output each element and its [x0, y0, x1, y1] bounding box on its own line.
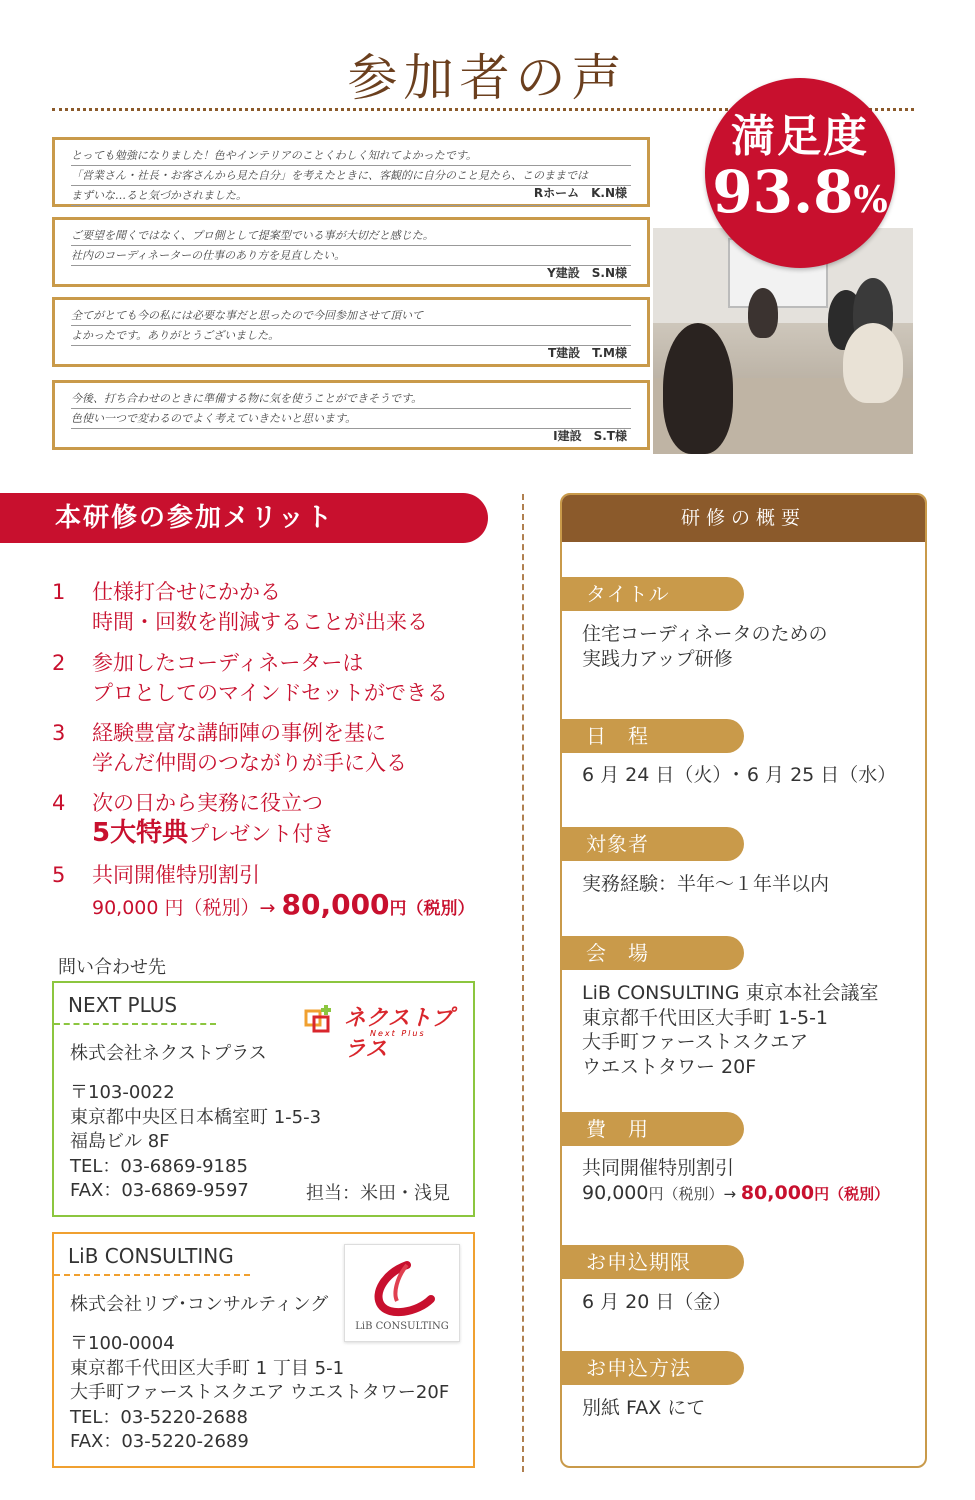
merit-line: プロとしてのマインドセットができる: [92, 681, 448, 705]
merits-heading: 本研修の参加メリット: [0, 493, 488, 543]
satisfaction-label: 満足度: [731, 111, 869, 162]
photo-person: [843, 323, 903, 403]
outline-value-title: [582, 622, 827, 671]
fee-regular-unit: 円（税別）→: [648, 1184, 741, 1203]
outline-tag-schedule: 日 程: [560, 719, 744, 753]
merit-item: [52, 648, 512, 708]
voice-line: よかったです。ありがとうございました。: [71, 326, 631, 346]
satisfaction-number: 93.8: [712, 158, 854, 226]
outline-value-line: 住宅コーディネータのための: [582, 623, 828, 645]
next-plus-logo-icon: [304, 1003, 334, 1033]
column-divider: [522, 494, 524, 1472]
contact-address-line: 東京都千代田区大手町 1 丁目 5-1: [70, 1357, 345, 1379]
voice-signature: T建設 T.M様: [547, 346, 627, 360]
outline-value-target: [582, 872, 829, 897]
contact-address-line: 東京都中央区日本橋室町 1-5-3: [70, 1106, 322, 1128]
voice-card: [52, 217, 650, 287]
contact-fax: FAX：03-6869-9597: [70, 1180, 249, 1201]
contact-label: 問い合わせ先: [58, 957, 166, 978]
contact-company: 株式会社リブ･コンサルティング: [70, 1294, 329, 1315]
contact-card-next-plus: [52, 981, 475, 1217]
outline-value-line: 共同開催特別割引: [582, 1157, 735, 1179]
contact-divider: [54, 1023, 216, 1025]
merit-line-rest: プレゼント付き: [188, 822, 335, 846]
voice-line: とっても勉強になりました！色やインテリアのことくわしく知れてよかったです。: [71, 146, 631, 166]
merit-line: 学んだ仲間のつながりが手に入る: [92, 751, 407, 775]
outline-tag-deadline: お申込期限: [560, 1245, 744, 1279]
merit-line: 共同開催特別割引: [92, 863, 260, 887]
voice-signature: Y建設 S.N様: [547, 266, 627, 280]
contact-fax: FAX：03-5220-2689: [70, 1431, 249, 1452]
contact-name: LiB CONSULTING: [68, 1244, 234, 1268]
merit-line: 時間・回数を削減することが出来る: [92, 610, 428, 634]
next-plus-logo-text: ネクストプラス: [344, 1006, 454, 1062]
next-plus-logo-subtext: Next Plus: [370, 1029, 426, 1038]
outline-value-line: 別紙 FAX にて: [582, 1397, 706, 1419]
contact-address: [70, 1081, 321, 1204]
merit-highlight: 5大特典: [92, 818, 189, 848]
outline-value-line: 6 月 24 日（火）･ 6 月 25 日（水）: [582, 764, 897, 786]
voice-card: [52, 380, 650, 450]
voice-line: 全てがとても今の私には必要な事だと思ったので今回参加させて頂いて: [71, 306, 631, 326]
satisfaction-badge: [705, 78, 895, 268]
merit-line: 経験豊富な講師陣の事例を基に: [92, 721, 386, 745]
contact-postal: 〒100-0004: [70, 1333, 175, 1354]
price-special-unit: 円（税別）: [389, 899, 475, 919]
merit-item: [52, 860, 512, 924]
voice-line: 「営業さん・社長・お客さんから見た自分」を考えたときに、客観的に自分のこと見たら、このままでは: [71, 166, 631, 186]
merit-number: 2: [52, 651, 66, 675]
outline-value-deadline: [582, 1290, 731, 1315]
outline-value-fee: [582, 1156, 889, 1206]
outline-tag-venue: 会 場: [560, 936, 744, 970]
outline-value-line: ウエストタワー 20F: [582, 1055, 757, 1078]
merit-number: 3: [52, 721, 66, 745]
merit-line: 仕様打合せにかかる: [92, 580, 281, 604]
fee-special-unit: 円（税別）: [814, 1184, 890, 1203]
fee-special: 80,000: [740, 1181, 815, 1204]
outline-value-line: LiB CONSULTING 東京本社会議室: [582, 982, 879, 1004]
merit-item: [52, 788, 512, 849]
merit-line: 次の日から実務に役立つ: [92, 791, 323, 815]
lib-logo-text: LiB CONSULTING: [355, 1321, 449, 1332]
voice-signature: Rホーム K.N様: [533, 186, 627, 200]
merit-number: 5: [52, 863, 66, 887]
outline-value-line: 大手町ファーストスクエア: [582, 1031, 809, 1053]
voice-line: ご要望を聞くではなく、プロ側として提案型でいる事が大切だと感じた。: [71, 226, 631, 246]
outline-value-schedule: [582, 763, 896, 788]
lib-consulting-logo: [344, 1244, 460, 1342]
photo-person: [748, 288, 778, 338]
outline-value-line: 6 月 20 日（金）: [582, 1291, 732, 1313]
outline-value-line: 東京都千代田区大手町 1-5-1: [582, 1006, 829, 1029]
contact-card-lib: [52, 1232, 475, 1468]
lib-logo-icon: [367, 1259, 437, 1319]
merit-line: [92, 818, 512, 849]
merit-item: [52, 577, 512, 637]
outline-heading: 研修の概要: [562, 495, 925, 542]
voice-signature: I建設 S.T様: [553, 429, 627, 443]
contact-postal: 〒103-0022: [70, 1082, 175, 1103]
contact-tel: TEL：03-6869-9185: [70, 1155, 248, 1177]
outline-tag-title: タイトル: [560, 577, 744, 611]
merit-line: 参加したコーディネーターは: [92, 651, 364, 675]
contact-company: 株式会社ネクストプラス: [70, 1043, 267, 1064]
satisfaction-unit: %: [853, 179, 888, 221]
contact-name: NEXT PLUS: [68, 993, 178, 1017]
outline-value-method: [582, 1396, 705, 1421]
photo-person: [663, 323, 733, 454]
outline-tag-target: 対象者: [560, 827, 744, 861]
price-special: 80,000: [281, 888, 390, 921]
contact-tel: TEL：03-5220-2688: [70, 1406, 248, 1428]
outline-tag-method: お申込方法: [560, 1351, 744, 1385]
next-plus-logo: [304, 999, 464, 1062]
voice-line: まずいな…ると気づかされました。: [71, 186, 631, 206]
merit-number: 4: [52, 791, 66, 815]
voice-line: 社内のコーディネーターの仕事のあり方を見直したい。: [71, 246, 631, 266]
contact-divider: [54, 1274, 250, 1276]
page-title: 参加者の声: [347, 49, 628, 107]
voice-line: 今後、打ち合わせのときに準備する物に気を使うことができそうです。: [71, 389, 631, 409]
price-regular: 90,000 円（税別）→: [92, 897, 282, 919]
fee-regular: 90,000: [582, 1181, 649, 1204]
contact-address-line: 福島ビル 8F: [70, 1131, 170, 1152]
outline-fee-price: [582, 1181, 889, 1207]
merit-price: [92, 890, 512, 924]
merit-item: [52, 718, 512, 778]
outline-value-venue: [582, 981, 879, 1079]
voice-card: [52, 137, 650, 207]
voice-card: [52, 297, 650, 367]
outline-tag-fee: 費 用: [560, 1112, 744, 1146]
outline-value-line: 実践力アップ研修: [582, 647, 733, 670]
outline-value-line: 実務経験：半年〜１年半以内: [582, 873, 830, 895]
merit-number: 1: [52, 580, 66, 604]
contact-address-line: 大手町ファーストスクエア ウエストタワー20F: [70, 1382, 450, 1403]
satisfaction-value: [705, 158, 895, 226]
voice-line: 色使い一つで変わるのでよく考えていきたいと思います。: [71, 409, 631, 429]
contact-person: 担当：米田・浅見: [306, 1183, 450, 1204]
contact-address: [70, 1332, 449, 1455]
